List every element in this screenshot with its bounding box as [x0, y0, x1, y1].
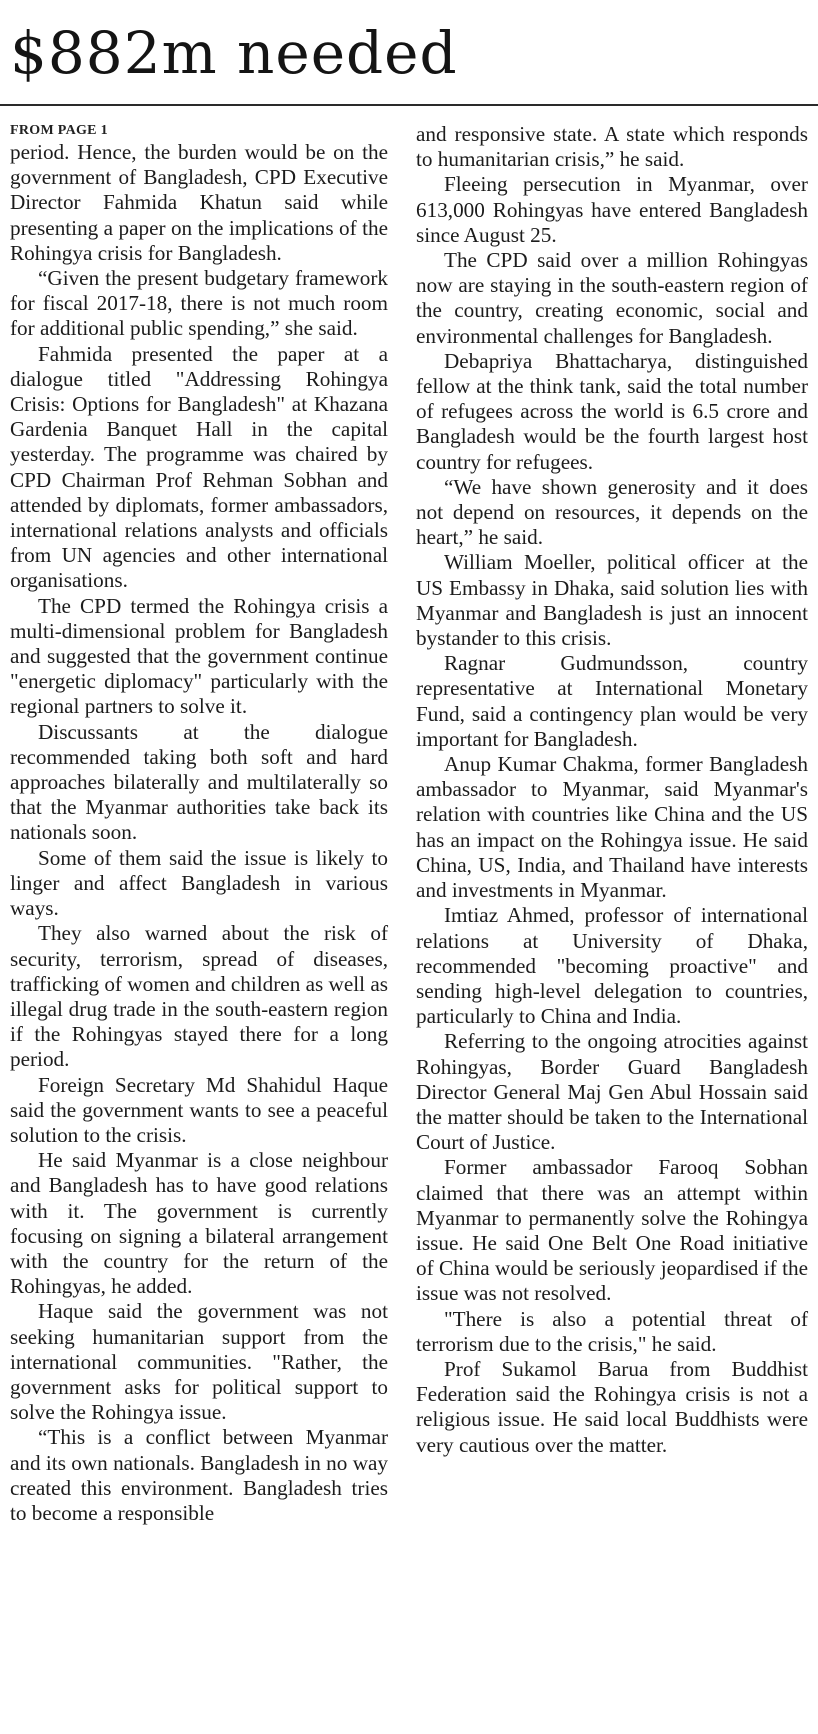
paragraph: Debapriya Bhattacharya, distinguished fellow at the think tank, said the total number of refugees across the world is 6.5 crore and Bangladesh would be the fourth largest host country for refugees. [416, 348, 808, 474]
right-column [416, 122, 808, 1526]
left-column [10, 122, 400, 1526]
paragraph: Prof Sukamol Barua from Buddhist Federation said the Rohingya crisis is not a religious issue. He said local Buddhists were very cautious over the matter. [416, 1356, 808, 1457]
paragraph: Anup Kumar Chakma, former Bangladesh ambassador to Myanmar, said Myanmar's relation with countries like China and the US has an impact on the Rohingya issue. He said China, US, India, and Thailand have interests and investments in Myanmar. [416, 752, 808, 903]
paragraph: Foreign Secretary Md Shahidul Haque said the government wants to see a peaceful solution to the crisis. [10, 1072, 388, 1147]
paragraph: Haque said the government was not seeking humanitarian support from the international communities. "Rather, the government asks for political support to solve the Rohingya issue. [10, 1299, 388, 1425]
paragraph: Imtiaz Ahmed, professor of international relations at University of Dhaka, recommended "becoming proactive" and sending high-level delegation to countries, particularly to China and India. [416, 903, 808, 1029]
paragraph: Former ambassador Farooq Sobhan claimed that there was an attempt within Myanmar to permanently solve the Rohingya issue. He said One Belt One Road initiative of China would be seriously jeopardised if the issue was not resolved. [416, 1155, 808, 1306]
paragraph: Fahmida presented the paper at a dialogue titled "Addressing Rohingya Crisis: Options for Bangladesh" at Khazana Gardenia Banquet Hall in the capital yesterday. The programme was chaired by CPD Chairman Prof Rehman Sobhan and attended by diplomats, former ambassadors, international relations analysts and officials from UN agencies and other international organisations. [10, 341, 388, 593]
paragraph: William Moeller, political officer at the US Embassy in Dhaka, said solution lies with Myanmar and Bangladesh is just an innocent bystander to this crisis. [416, 550, 808, 651]
paragraph: Some of them said the issue is likely to linger and affect Bangladesh in various ways. [10, 845, 388, 921]
paragraph: “This is a conflict between Myanmar and its own nationals. Bangladesh in no way created this environment. Bangladesh tries to become a responsible [10, 1425, 388, 1525]
paragraph: They also warned about the risk of security, terrorism, spread of diseases, trafficking of women and children as well as illegal drug trade in the south-eastern region if the Rohingyas stayed there for a long period. [10, 921, 388, 1072]
headline: $882m needed [10, 19, 458, 87]
headline-divider [0, 104, 818, 106]
paragraph: Ragnar Gudmundsson, country representative at International Monetary Fund, said a contingency plan would be very important for Bangladesh. [416, 651, 808, 751]
paragraph: "There is also a potential threat of terrorism due to the crisis," he said. [416, 1306, 808, 1356]
paragraph: He said Myanmar is a close neighbour and Bangladesh has to have good relations with it. The government is currently focusing on signing a bilateral arrangement with the country for the return of the Rohingyas, he added. [10, 1148, 388, 1299]
continued-from-label: FROM PAGE 1 [10, 123, 108, 138]
paragraph: The CPD termed the Rohingya crisis a multi-dimensional problem for Bangladesh and suggested that the government continue "energetic diplomacy" particularly with the regional partners to solve it. [10, 593, 388, 719]
paragraph: “Given the present budgetary framework for fiscal 2017-18, there is not much room for additional public spending,” she said. [10, 266, 388, 341]
paragraph: Referring to the ongoing atrocities against Rohingyas, Border Guard Bangladesh Director General Maj Gen Abul Hossain said the matter should be taken to the International Court of Justice. [416, 1029, 808, 1155]
article-body [10, 122, 808, 1526]
paragraph: Fleeing persecution in Myanmar, over 613,000 Rohingyas have entered Bangladesh since August 25. [416, 172, 808, 247]
paragraph: and responsive state. A state which responds to humanitarian crisis,” he said. [416, 122, 808, 172]
paragraph: The CPD said over a million Rohingyas now are staying in the south-eastern region of the country, creating economic, social and environmental challenges for Bangladesh. [416, 248, 808, 348]
paragraph: period. Hence, the burden would be on the government of Bangladesh, CPD Executive Director Fahmida Khatun said while presenting a paper on the implications of the Rohingya crisis for Bangladesh. [10, 140, 388, 265]
paragraph: “We have shown generosity and it does not depend on resources, it depends on the heart,” he said. [416, 474, 808, 550]
paragraph: Discussants at the dialogue recommended taking both soft and hard approaches bilaterally and multilaterally so that the Myanmar authorities take back its nationals soon. [10, 719, 388, 845]
